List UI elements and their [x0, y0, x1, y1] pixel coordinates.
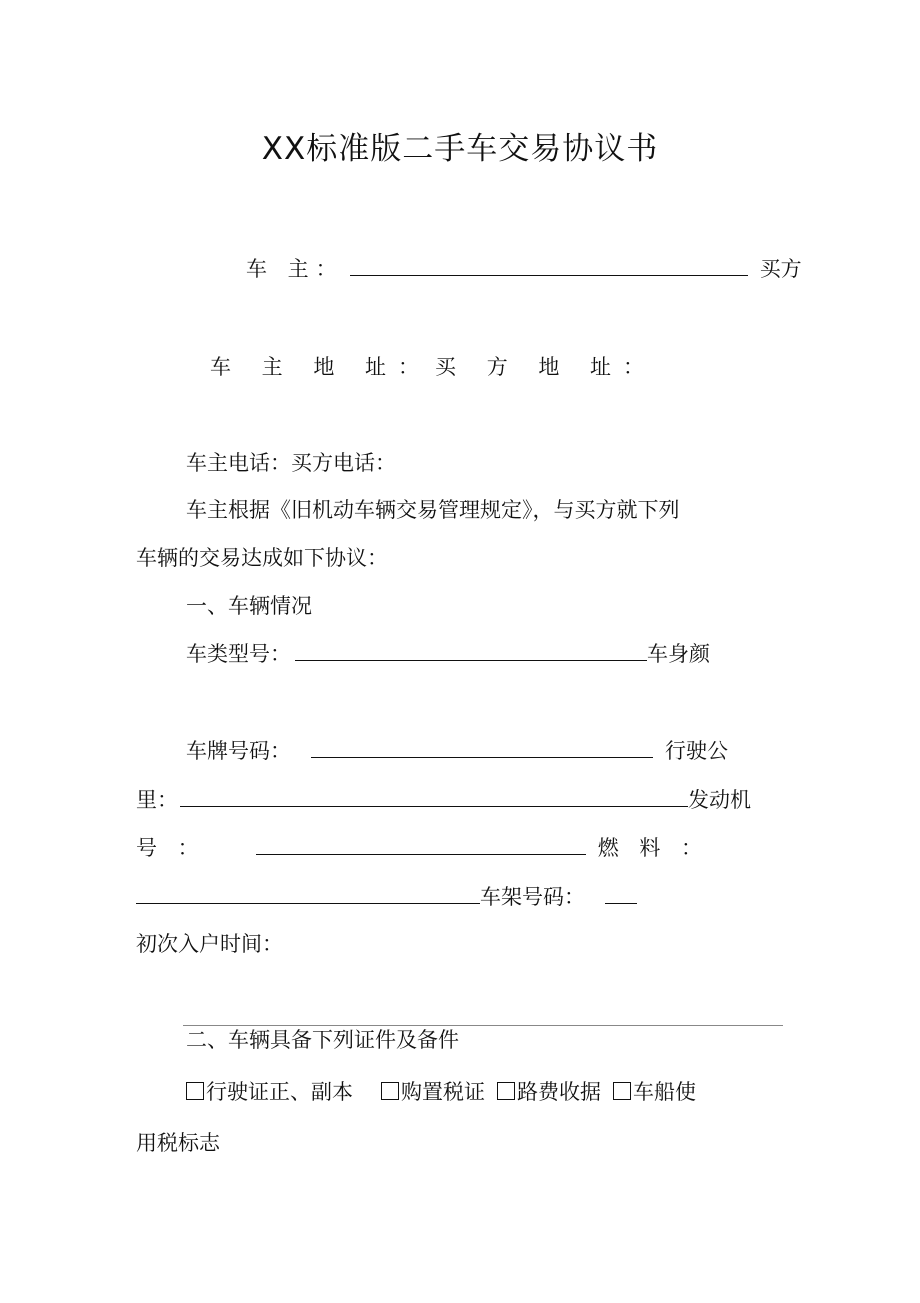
engine-label-b: 号 ：: [136, 836, 206, 860]
frame-line: [136, 883, 637, 911]
intro-line-2: 车辆的交易达成如下协议：: [136, 546, 388, 570]
color-label: 车身颜: [647, 642, 710, 666]
item-license: 行驶证正、副本: [206, 1080, 353, 1104]
frame-blank: [605, 885, 637, 904]
section1-heading: 一、车辆情况: [186, 594, 312, 618]
checkbox-vessel-tax[interactable]: [613, 1082, 631, 1100]
phone-line: 车主电话：买方电话：: [186, 451, 396, 475]
intro-line-1: 车主根据《旧机动车辆交易管理规定》，与买方就下列: [186, 498, 680, 522]
model-blank: [295, 642, 647, 661]
fuel-blank: [136, 885, 480, 904]
engine-blank: [256, 836, 586, 855]
engine-line: [136, 834, 709, 862]
checkbox-toll-receipt[interactable]: [497, 1082, 515, 1100]
section2-heading: 二、车辆具备下列证件及备件: [186, 1028, 459, 1052]
fuel-label: 燃 料 ：: [597, 836, 710, 860]
document-title: XX标准版二手车交易协议书: [261, 131, 659, 167]
owner-address-label: 车 主 地 址：: [210, 355, 432, 379]
documents-line: [186, 1078, 696, 1106]
buyer-address-label: 买 方 地 址：: [435, 355, 657, 379]
item-toll-receipt: 路费收据: [517, 1080, 601, 1104]
mileage-label-b: 里：: [136, 788, 178, 812]
mileage-label-a: 行驶公: [665, 739, 728, 763]
plate-line: [186, 737, 728, 765]
documents-tail: 用税标志: [136, 1131, 220, 1155]
checkbox-license[interactable]: [186, 1082, 204, 1100]
checkbox-purchase-tax[interactable]: [381, 1082, 399, 1100]
address-line: [210, 353, 656, 381]
mileage-blank: [180, 788, 688, 807]
register-line: 初次入户时间：: [136, 932, 283, 956]
item-vessel-tax: 车船使: [633, 1080, 696, 1104]
model-line: [186, 640, 710, 668]
model-label: 车类型号：: [186, 642, 291, 666]
owner-label: 车 主：: [246, 257, 344, 281]
plate-label: 车牌号码：: [186, 739, 291, 763]
plate-blank: [311, 739, 653, 758]
engine-label-a: 发动机: [688, 788, 751, 812]
frame-label: 车架号码：: [480, 885, 585, 909]
item-purchase-tax: 购置税证: [401, 1080, 485, 1104]
owner-line: [246, 255, 802, 283]
owner-blank: [350, 257, 748, 276]
mileage-line: [136, 786, 751, 814]
buyer-label: 买方: [759, 257, 802, 281]
